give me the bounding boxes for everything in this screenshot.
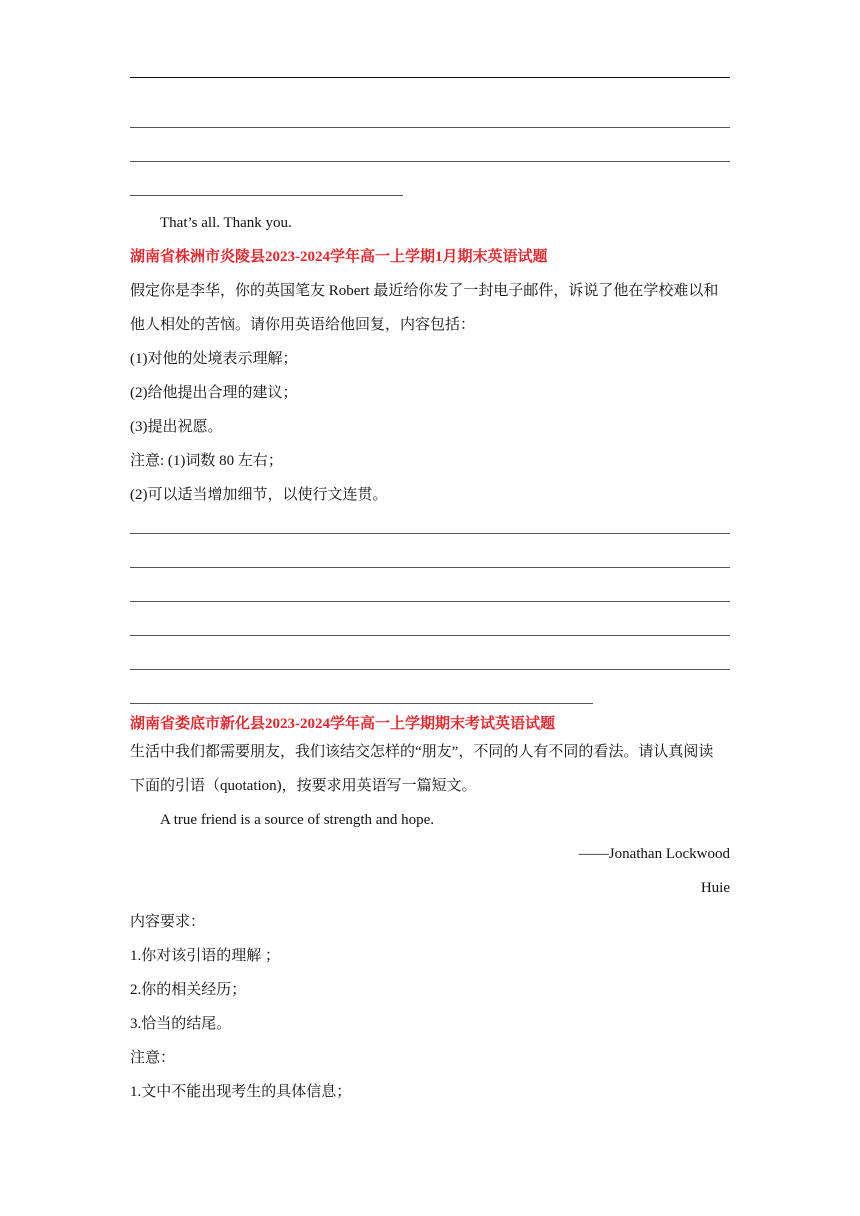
writing-line bbox=[130, 77, 730, 78]
section-title: 湖南省娄底市新化县2023-2024学年高一上学期期末考试英语试题 bbox=[130, 716, 555, 732]
list-item: 1.文中不能出现考生的具体信息； bbox=[130, 1084, 352, 1100]
list-item: 1.你对该引语的理解 ； bbox=[130, 948, 281, 964]
writing-line bbox=[130, 567, 730, 568]
writing-line bbox=[130, 635, 730, 636]
closing-text: That’s all. Thank you. bbox=[160, 215, 292, 231]
list-item: (1)对他的处境表示理解； bbox=[130, 351, 298, 367]
prompt-text: 假定你是李华，你的英国笔友 Robert 最近给你发了一封电子邮件，诉说了他在学校难以和 bbox=[130, 283, 719, 299]
writing-line bbox=[130, 669, 730, 670]
list-item: 3.恰当的结尾。 bbox=[130, 1016, 232, 1032]
note-text: 注意: (1)词数 80 左右； bbox=[130, 453, 283, 469]
prompt-text: 生活中我们都需要朋友，我们该结交怎样的“朋友”，不同的人有不同的看法。请认真阅读 bbox=[130, 744, 714, 760]
list-item: (2)给他提出合理的建议； bbox=[130, 385, 298, 401]
quote-attribution: ——Jonathan Lockwood bbox=[578, 846, 730, 862]
writing-line bbox=[130, 127, 730, 128]
quote-text: A true friend is a source of strength and hope. bbox=[160, 812, 435, 828]
notes-label: 注意： bbox=[130, 1050, 176, 1066]
prompt-text: 他人相处的苦恼。请你用英语给他回复，内容包括： bbox=[130, 317, 476, 333]
writing-line bbox=[130, 601, 730, 602]
content-requirements-label: 内容要求： bbox=[130, 914, 206, 930]
writing-line bbox=[130, 533, 730, 534]
writing-line bbox=[130, 161, 730, 162]
writing-line bbox=[130, 703, 593, 704]
list-item: 2.你的相关经历； bbox=[130, 982, 247, 998]
quote-attribution: Huie bbox=[700, 880, 730, 896]
writing-line bbox=[130, 195, 403, 196]
list-item: (3)提出祝愿。 bbox=[130, 419, 223, 435]
note-text: (2)可以适当增加细节，以使行文连贯。 bbox=[130, 487, 388, 503]
section-title: 湖南省株洲市炎陵县2023-2024学年高一上学期1月期末英语试题 bbox=[130, 249, 548, 265]
prompt-text: 下面的引语（quotation)，按要求用英语写一篇短文。 bbox=[130, 778, 477, 794]
